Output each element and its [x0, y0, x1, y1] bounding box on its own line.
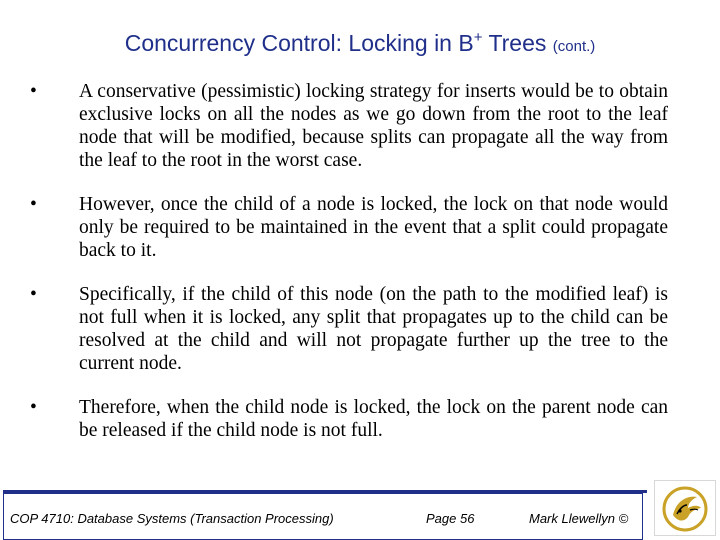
- ucf-pegasus-logo-icon: [654, 480, 716, 536]
- bullet-text: Therefore, when the child node is locked, the lock on the parent node can be released if the child node is not full.: [79, 397, 668, 441]
- footer-page: Page 56: [426, 511, 475, 526]
- footer-course: COP 4710: Database Systems (Transaction Processing): [10, 511, 334, 526]
- bullet-marker: •: [30, 397, 37, 418]
- title-trees: Trees: [482, 30, 547, 56]
- bullet-text: However, once the child of a node is locked, the lock on that node would only be required to be maintained in the event that a split could propagate back to it.: [79, 194, 668, 261]
- footer: [0, 490, 648, 540]
- footer-author: Mark Llewellyn ©: [529, 511, 629, 526]
- bullet-marker: •: [30, 284, 37, 305]
- slide-title: [0, 30, 720, 57]
- footer-box: [3, 493, 643, 540]
- bullet-text: A conservative (pessimistic) locking strategy for inserts would be to obtain exclusive locks on all the nodes as we go down from the root to the leaf node that will be modified, because splits can propagate all the way from the leaf to the root in the worst case.: [79, 81, 668, 171]
- title-superscript: +: [473, 29, 483, 46]
- bullet-item: [28, 283, 668, 375]
- bullet-item: [28, 80, 668, 172]
- bullet-item: [28, 396, 668, 442]
- title-cont: (cont.): [552, 38, 596, 55]
- bullet-item: [28, 193, 668, 262]
- bullet-marker: •: [30, 81, 37, 102]
- bullet-list: [28, 80, 668, 463]
- bullet-text: Specifically, if the child of this node (on the path to the modified leaf) is not full when it is locked, any split that propagates up to the child can be resolved at the child and will not propagate further up the tree to the current node.: [79, 284, 668, 374]
- title-main: Concurrency Control: Locking in B: [124, 30, 474, 56]
- bullet-marker: •: [30, 194, 37, 215]
